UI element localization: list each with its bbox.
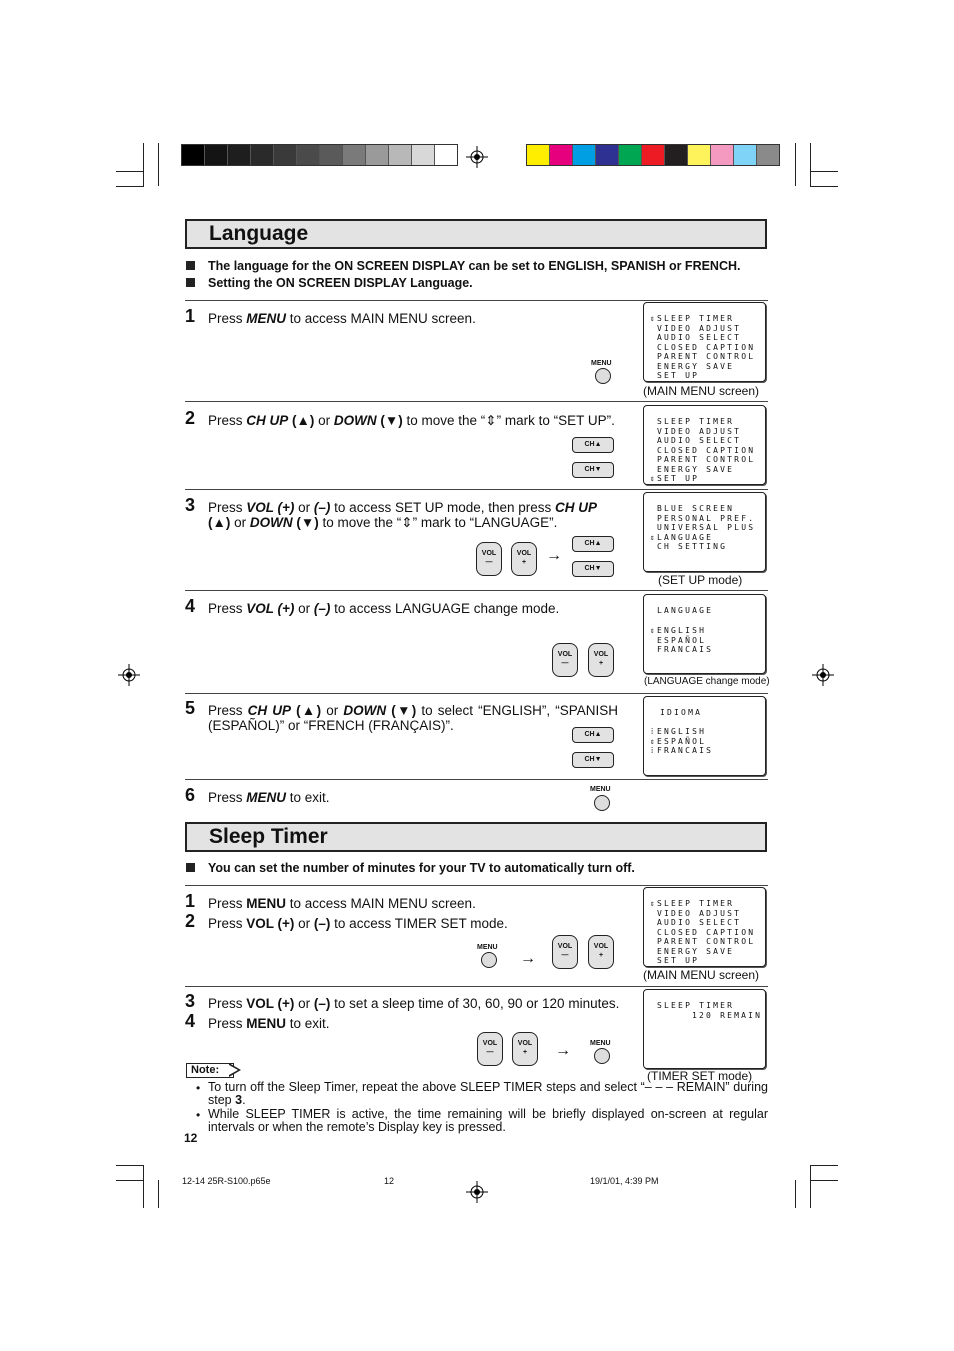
crop-mark	[810, 171, 838, 172]
color-swatch	[688, 145, 711, 165]
arrow-icon: →	[555, 1042, 571, 1059]
select-arrow-icon: ⇕	[650, 314, 658, 323]
note-label: Note:	[186, 1063, 234, 1078]
crop-mark	[158, 1180, 159, 1208]
color-swatch	[251, 145, 274, 165]
menu-line: ENGLISH	[657, 727, 707, 736]
timer-set-screen	[643, 989, 766, 1069]
registration-mark-icon	[812, 664, 834, 686]
main-menu-screen	[643, 302, 766, 382]
bullet-item: Setting the ON SCREEN DISPLAY Language.	[186, 276, 473, 290]
color-swatch	[297, 145, 320, 165]
step-number: 1	[185, 891, 196, 911]
crop-mark	[143, 1165, 144, 1208]
footer-file: 12-14 25R-S100.p65e	[182, 1176, 271, 1186]
footer-date: 19/1/01, 4:39 PM	[590, 1176, 659, 1186]
screen-caption: (TIMER SET mode)	[647, 1069, 753, 1083]
crop-mark	[116, 1165, 144, 1166]
menu-line: FRANCAIS	[657, 746, 714, 755]
bullet-item: You can set the number of minutes for your TV to automatically turn off.	[186, 861, 635, 875]
step-text: Press CH UP (▲) or DOWN (▼) to select “ENGLISH”, “SPANISH (ESPAÑOL)” or “FRENCH (FRANÇAIS)”.	[208, 703, 619, 733]
menu-label: MENU	[590, 786, 611, 793]
menu-label: MENU	[591, 360, 612, 367]
menu-line: CLOSED CAPTION	[657, 927, 756, 937]
arrow-icon: →	[546, 547, 562, 564]
menu-label: MENU	[590, 1040, 611, 1047]
select-arrow-icon: ⇕	[650, 626, 658, 635]
menu-label: MENU	[477, 944, 498, 951]
color-swatch	[366, 145, 389, 165]
crop-mark	[810, 1165, 838, 1166]
step-number: 2	[185, 911, 196, 931]
crop-mark	[116, 171, 144, 172]
step-text: Press VOL (+) or (–) to access TIMER SET mode.	[208, 916, 508, 931]
color-swatch	[343, 145, 366, 165]
step-text: Press MENU to access MAIN MENU screen.	[208, 311, 476, 326]
crop-mark	[158, 143, 159, 186]
step-number: 3	[185, 991, 196, 1011]
bracket-icon: ⁞	[651, 746, 656, 755]
menu-line: VIDEO ADJUST	[657, 908, 742, 918]
menu-line: VIDEO ADJUST	[657, 426, 742, 436]
step-number: 4	[185, 596, 196, 616]
ch-up-button[interactable]: CH▲	[572, 437, 614, 453]
select-arrow-icon: ⇕	[650, 736, 658, 746]
screen-caption: (MAIN MENU screen)	[643, 384, 760, 398]
crop-mark	[810, 143, 811, 186]
ch-down-button[interactable]: CH▼	[572, 752, 614, 768]
divider	[185, 590, 768, 591]
color-swatch	[228, 145, 251, 165]
menu-button[interactable]	[594, 1048, 610, 1064]
menu-line: AUDIO SELECT	[657, 333, 742, 342]
idioma-screen	[643, 696, 766, 776]
select-arrow-icon: ⇕	[650, 474, 658, 483]
ch-down-button[interactable]: CH▼	[572, 561, 614, 577]
menu-line: SLEEP TIMER	[657, 417, 735, 426]
menu-line: ENERGY SAVE	[657, 946, 735, 956]
menu-line: UNIVERSAL PLUS	[657, 523, 756, 532]
vol-plus-button[interactable]: VOL +	[512, 1032, 538, 1066]
note-item: While SLEEP TIMER is active, the time remaining will be briefly displayed on-screen at regular intervals or when the remote’s Display key is pressed.	[208, 1107, 768, 1134]
setup-mode-screen	[643, 492, 766, 572]
step-number: 4	[185, 1011, 196, 1031]
color-swatch	[573, 145, 596, 165]
bullet-item: The language for the ON SCREEN DISPLAY can be set to ENGLISH, SPANISH or FRENCH.	[186, 259, 741, 273]
color-swatch	[274, 145, 297, 165]
menu-line: PARENT CONTROL	[657, 455, 756, 464]
menu-line: CLOSED CAPTION	[657, 342, 756, 352]
menu-line: PARENT CONTROL	[657, 352, 756, 361]
menu-line: PERSONAL PREF.	[657, 513, 756, 523]
registration-mark-icon	[466, 146, 488, 168]
screen-caption: (MAIN MENU screen)	[643, 968, 760, 982]
menu-line: SET UP	[657, 956, 700, 965]
color-swatch	[711, 145, 734, 165]
vol-plus-button[interactable]: VOL +	[588, 935, 614, 969]
language-section-header	[185, 219, 767, 249]
step-number: 6	[185, 785, 196, 805]
divider	[185, 885, 768, 886]
color-swatch	[734, 145, 757, 165]
screen-title: IDIOMA	[660, 708, 703, 717]
bullet-icon: •	[196, 1081, 201, 1095]
menu-line: CH SETTING	[657, 542, 728, 551]
divider	[185, 300, 768, 301]
step-text: Press MENU to access MAIN MENU screen.	[208, 896, 476, 911]
crop-mark	[116, 1180, 144, 1181]
step-number: 5	[185, 698, 196, 718]
step-text: Press VOL (+) or (–) to access LANGUAGE change mode.	[208, 601, 560, 616]
vol-plus-button[interactable]: VOL +	[511, 542, 537, 576]
menu-line: FRANCAIS	[657, 645, 714, 654]
menu-line: ENERGY SAVE	[657, 361, 735, 371]
menu-button[interactable]	[595, 368, 611, 384]
step-number: 2	[185, 408, 196, 428]
step-text: Press CH UP (▲) or DOWN (▼) to move the “⇕” mark to “SET UP”.	[208, 413, 615, 428]
crop-mark	[810, 1180, 838, 1181]
timer-value: 120 REMAIN	[692, 1011, 763, 1020]
select-arrow-icon: ⇕	[650, 899, 658, 908]
footer-page: 12	[384, 1176, 395, 1186]
crop-mark	[143, 143, 144, 186]
registration-mark-icon	[466, 1181, 488, 1203]
registration-mark-icon	[118, 664, 140, 686]
step-text: Press VOL (+) or (–) to access SET UP mode, then press CH UP (▲) or DOWN (▼) to move the “⇕” mark to “LANGUAGE”.	[208, 500, 598, 530]
ch-down-button[interactable]: CH▼	[572, 462, 614, 478]
vol-minus-button[interactable]: VOL —	[476, 542, 502, 576]
menu-line: SET UP	[657, 371, 700, 380]
ch-up-button[interactable]: CH▲	[572, 536, 614, 552]
divider	[185, 986, 768, 987]
setup-select-screen	[643, 405, 766, 485]
menu-line: ENGLISH	[657, 626, 707, 635]
step-text: Press VOL (+) or (–) to set a sleep time of 30, 60, 90 or 120 minutes.	[208, 996, 620, 1011]
gray-color-bar	[181, 144, 458, 166]
color-swatch	[550, 145, 573, 165]
section-title: Sleep Timer	[209, 825, 328, 848]
color-swatch	[619, 145, 642, 165]
menu-line: CLOSED CAPTION	[657, 445, 756, 455]
step-number: 1	[185, 306, 196, 326]
screen-caption: (SET UP mode)	[658, 573, 743, 587]
step-text: Press MENU to exit.	[208, 1016, 330, 1031]
crop-mark	[116, 186, 144, 187]
arrow-icon: →	[520, 950, 536, 967]
bracket-icon: ⁞	[651, 727, 656, 736]
menu-button[interactable]	[594, 795, 610, 811]
divider	[185, 779, 768, 780]
screen-caption: (LANGUAGE change mode)	[644, 676, 770, 687]
divider	[185, 401, 768, 402]
menu-line: SLEEP TIMER	[657, 899, 735, 908]
color-swatch	[435, 145, 457, 165]
color-swatch	[389, 145, 412, 165]
section-title: Language	[209, 222, 309, 245]
menu-line: ESPAÑOL	[657, 736, 707, 746]
vol-plus-button[interactable]: VOL +	[588, 643, 614, 677]
color-swatch	[412, 145, 435, 165]
menu-line: SLEEP TIMER	[657, 314, 735, 323]
timer-label: SLEEP TIMER	[657, 1001, 735, 1010]
note-arrow-icon	[229, 1065, 238, 1075]
vol-minus-button[interactable]: VOL —	[552, 643, 578, 677]
color-swatch	[182, 145, 205, 165]
step-number: 3	[185, 495, 196, 515]
divider	[185, 489, 768, 490]
vol-minus-button[interactable]: VOL —	[477, 1032, 503, 1066]
color-swatch	[527, 145, 550, 165]
language-mode-screen	[643, 594, 766, 674]
page-number: 12	[184, 1131, 198, 1145]
menu-line: AUDIO SELECT	[657, 436, 742, 445]
color-swatch	[205, 145, 228, 165]
menu-line: AUDIO SELECT	[657, 918, 742, 927]
color-bar	[526, 144, 780, 166]
color-swatch	[757, 145, 779, 165]
color-swatch	[320, 145, 343, 165]
ch-up-button[interactable]: CH▲	[572, 727, 614, 743]
vol-minus-button[interactable]: VOL —	[552, 935, 578, 969]
bullet-icon: •	[196, 1108, 201, 1122]
note-item: To turn off the Sleep Timer, repeat the above SLEEP TIMER steps and select “– – – REMAIN” during step 3.	[208, 1080, 768, 1107]
divider	[185, 693, 768, 694]
menu-line: SET UP	[657, 474, 700, 483]
menu-line: ENERGY SAVE	[657, 464, 735, 474]
menu-line: ESPAÑOL	[657, 635, 707, 645]
crop-mark	[795, 1180, 796, 1208]
menu-line: VIDEO ADJUST	[657, 323, 742, 333]
crop-mark	[810, 186, 838, 187]
menu-line: BLUE SCREEN	[657, 504, 735, 513]
menu-line: PARENT CONTROL	[657, 937, 756, 946]
color-swatch	[642, 145, 665, 165]
step-text: Press MENU to exit.	[208, 790, 330, 805]
crop-mark	[810, 1165, 811, 1208]
select-arrow-icon: ⇕	[650, 532, 658, 542]
menu-line: LANGUAGE	[657, 532, 714, 542]
color-swatch	[665, 145, 688, 165]
crop-mark	[795, 143, 796, 186]
menu-button[interactable]	[481, 952, 497, 968]
main-menu-screen	[643, 887, 766, 967]
sleep-timer-section-header	[185, 822, 767, 852]
screen-title: LANGUAGE	[657, 606, 714, 615]
color-swatch	[596, 145, 619, 165]
